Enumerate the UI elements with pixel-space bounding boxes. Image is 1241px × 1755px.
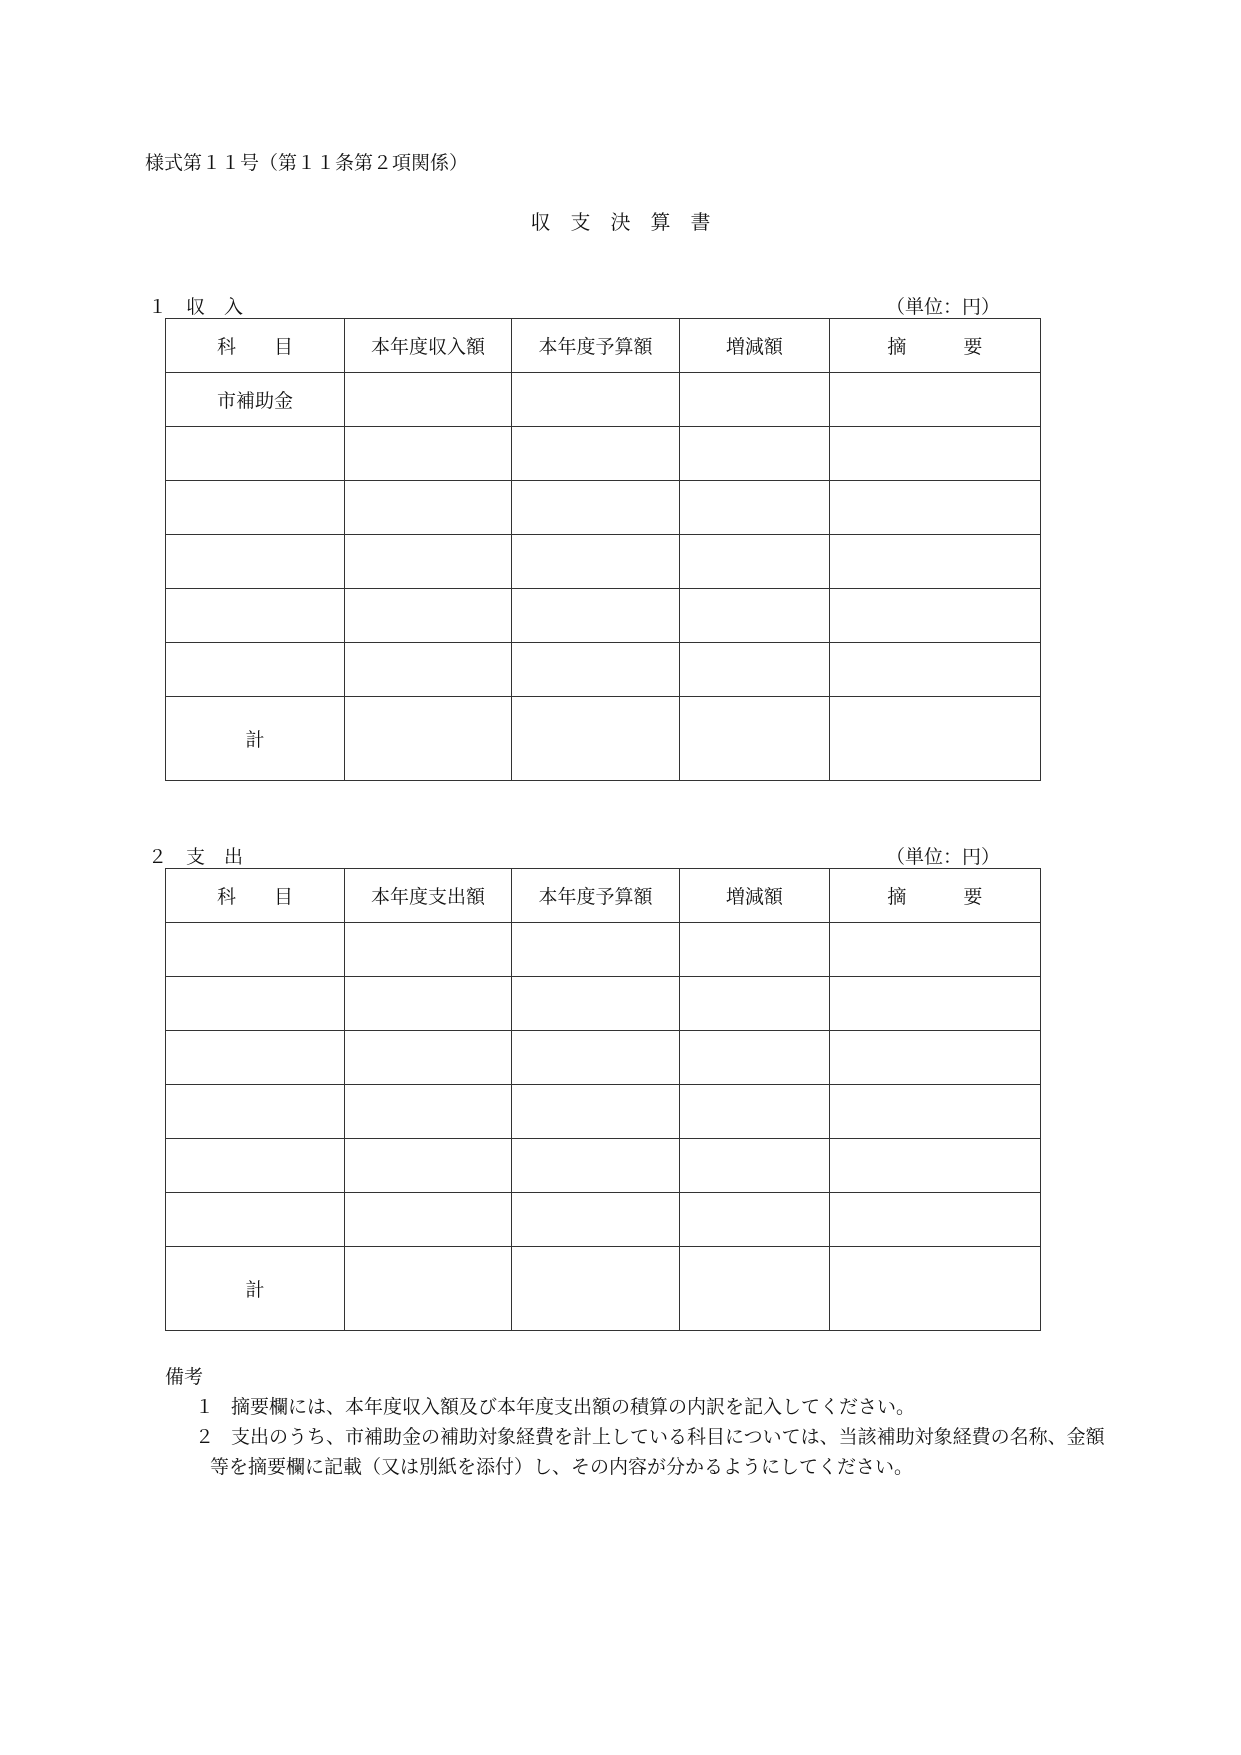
income-cell[interactable] bbox=[679, 589, 829, 643]
expense-cell[interactable] bbox=[345, 1031, 512, 1085]
income-header-cell: 本年度収入額 bbox=[345, 319, 512, 373]
expense-cell[interactable] bbox=[829, 1085, 1040, 1139]
expense-cell[interactable] bbox=[829, 1193, 1040, 1247]
income-cell[interactable] bbox=[679, 427, 829, 481]
income-cell[interactable]: 市補助金 bbox=[166, 373, 345, 427]
expense-cell[interactable] bbox=[829, 1031, 1040, 1085]
expense-header-cell: 科 目 bbox=[166, 869, 345, 923]
income-cell[interactable] bbox=[829, 643, 1040, 697]
expense-cell[interactable] bbox=[166, 1085, 345, 1139]
remark-item bbox=[165, 1422, 1105, 1482]
income-cell[interactable] bbox=[345, 589, 512, 643]
income-cell[interactable] bbox=[511, 481, 679, 535]
expense-cell[interactable] bbox=[511, 1085, 679, 1139]
table-row bbox=[166, 481, 1041, 535]
expense-table bbox=[165, 868, 1041, 1331]
remarks bbox=[165, 1362, 1105, 1482]
expense-cell[interactable] bbox=[829, 923, 1040, 977]
table-row bbox=[166, 373, 1041, 427]
document-title: 収 支 決 算 書 bbox=[530, 210, 711, 234]
income-cell[interactable] bbox=[829, 481, 1040, 535]
income-cell[interactable] bbox=[511, 589, 679, 643]
income-cell[interactable] bbox=[166, 427, 345, 481]
income-total-cell[interactable] bbox=[345, 697, 512, 781]
expense-cell[interactable] bbox=[511, 1139, 679, 1193]
income-cell[interactable] bbox=[511, 535, 679, 589]
table-row bbox=[166, 1085, 1041, 1139]
income-header-cell: 本年度予算額 bbox=[511, 319, 679, 373]
remark-text: 摘要欄には、本年度収入額及び本年度支出額の積算の内訳を記入してください。 bbox=[231, 1396, 916, 1418]
remark-number: ２ bbox=[195, 1426, 215, 1448]
income-cell[interactable] bbox=[166, 643, 345, 697]
expense-cell[interactable] bbox=[345, 1139, 512, 1193]
expense-cell[interactable] bbox=[829, 1139, 1040, 1193]
income-cell[interactable] bbox=[166, 589, 345, 643]
expense-cell[interactable] bbox=[679, 923, 829, 977]
income-cell[interactable] bbox=[166, 481, 345, 535]
expense-cell[interactable] bbox=[511, 923, 679, 977]
expense-cell[interactable] bbox=[511, 977, 679, 1031]
expense-cell[interactable] bbox=[166, 923, 345, 977]
expense-cell[interactable] bbox=[166, 1031, 345, 1085]
income-cell[interactable] bbox=[679, 373, 829, 427]
expense-header-cell: 本年度予算額 bbox=[511, 869, 679, 923]
income-cell[interactable] bbox=[511, 427, 679, 481]
income-total-cell[interactable] bbox=[511, 697, 679, 781]
table-row bbox=[166, 535, 1041, 589]
income-header-cell: 増減額 bbox=[679, 319, 829, 373]
income-unit-label: （単位：円） bbox=[885, 296, 1000, 318]
expense-total-cell[interactable] bbox=[679, 1247, 829, 1331]
expense-header-cell: 増減額 bbox=[679, 869, 829, 923]
expense-cell[interactable] bbox=[511, 1031, 679, 1085]
expense-cell[interactable] bbox=[166, 977, 345, 1031]
table-row bbox=[166, 1139, 1041, 1193]
remarks-heading: 備考 bbox=[165, 1366, 204, 1388]
form-number: 様式第１１号（第１１条第２項関係） bbox=[145, 152, 469, 174]
expense-header-row bbox=[166, 869, 1041, 923]
remarks-list bbox=[165, 1392, 1105, 1482]
expense-cell[interactable] bbox=[345, 923, 512, 977]
expense-cell[interactable] bbox=[166, 1139, 345, 1193]
income-total-cell[interactable] bbox=[829, 697, 1040, 781]
income-total-label: 計 bbox=[166, 697, 345, 781]
income-cell[interactable] bbox=[679, 535, 829, 589]
table-row bbox=[166, 923, 1041, 977]
income-cell[interactable] bbox=[511, 643, 679, 697]
income-cell[interactable] bbox=[166, 535, 345, 589]
remark-item bbox=[165, 1392, 1105, 1422]
expense-total-row bbox=[166, 1247, 1041, 1331]
income-total-row bbox=[166, 697, 1041, 781]
expense-total-cell[interactable] bbox=[829, 1247, 1040, 1331]
income-cell[interactable] bbox=[345, 373, 512, 427]
income-cell[interactable] bbox=[829, 589, 1040, 643]
table-row bbox=[166, 977, 1041, 1031]
remark-number: １ bbox=[195, 1396, 215, 1418]
expense-section-label: ２ 支 出 bbox=[148, 846, 244, 868]
income-section-label: １ 収 入 bbox=[148, 296, 244, 318]
income-cell[interactable] bbox=[345, 643, 512, 697]
income-cell[interactable] bbox=[679, 643, 829, 697]
expense-header-cell: 摘 要 bbox=[829, 869, 1040, 923]
income-cell[interactable] bbox=[829, 535, 1040, 589]
expense-cell[interactable] bbox=[679, 1139, 829, 1193]
income-table bbox=[165, 318, 1041, 781]
table-row bbox=[166, 427, 1041, 481]
expense-cell[interactable] bbox=[679, 1085, 829, 1139]
income-cell[interactable] bbox=[345, 535, 512, 589]
income-cell[interactable] bbox=[345, 481, 512, 535]
expense-cell[interactable] bbox=[511, 1193, 679, 1247]
expense-cell[interactable] bbox=[829, 977, 1040, 1031]
table-row bbox=[166, 643, 1041, 697]
expense-cell[interactable] bbox=[166, 1193, 345, 1247]
income-cell[interactable] bbox=[511, 373, 679, 427]
table-row bbox=[166, 589, 1041, 643]
expense-unit-label: （単位：円） bbox=[885, 846, 1000, 868]
income-header-cell: 摘 要 bbox=[829, 319, 1040, 373]
income-header-row bbox=[166, 319, 1041, 373]
expense-total-cell[interactable] bbox=[345, 1247, 512, 1331]
expense-cell[interactable] bbox=[679, 1031, 829, 1085]
income-cell[interactable] bbox=[829, 373, 1040, 427]
expense-total-label: 計 bbox=[166, 1247, 345, 1331]
expense-cell[interactable] bbox=[679, 977, 829, 1031]
income-total-cell[interactable] bbox=[679, 697, 829, 781]
expense-cell[interactable] bbox=[679, 1193, 829, 1247]
table-row bbox=[166, 1031, 1041, 1085]
income-header-cell: 科 目 bbox=[166, 319, 345, 373]
remark-text: 支出のうち、市補助金の補助対象経費を計上している科目については、当該補助対象経費の名称、金額等を摘要欄に記載（又は別紙を添付）し、その内容が分かるようにしてください。 bbox=[210, 1426, 1105, 1478]
income-cell[interactable] bbox=[829, 427, 1040, 481]
income-cell[interactable] bbox=[679, 481, 829, 535]
expense-cell[interactable] bbox=[345, 1193, 512, 1247]
expense-cell[interactable] bbox=[345, 977, 512, 1031]
income-cell[interactable] bbox=[345, 427, 512, 481]
expense-total-cell[interactable] bbox=[511, 1247, 679, 1331]
expense-cell[interactable] bbox=[345, 1085, 512, 1139]
table-row bbox=[166, 1193, 1041, 1247]
expense-header-cell: 本年度支出額 bbox=[345, 869, 512, 923]
